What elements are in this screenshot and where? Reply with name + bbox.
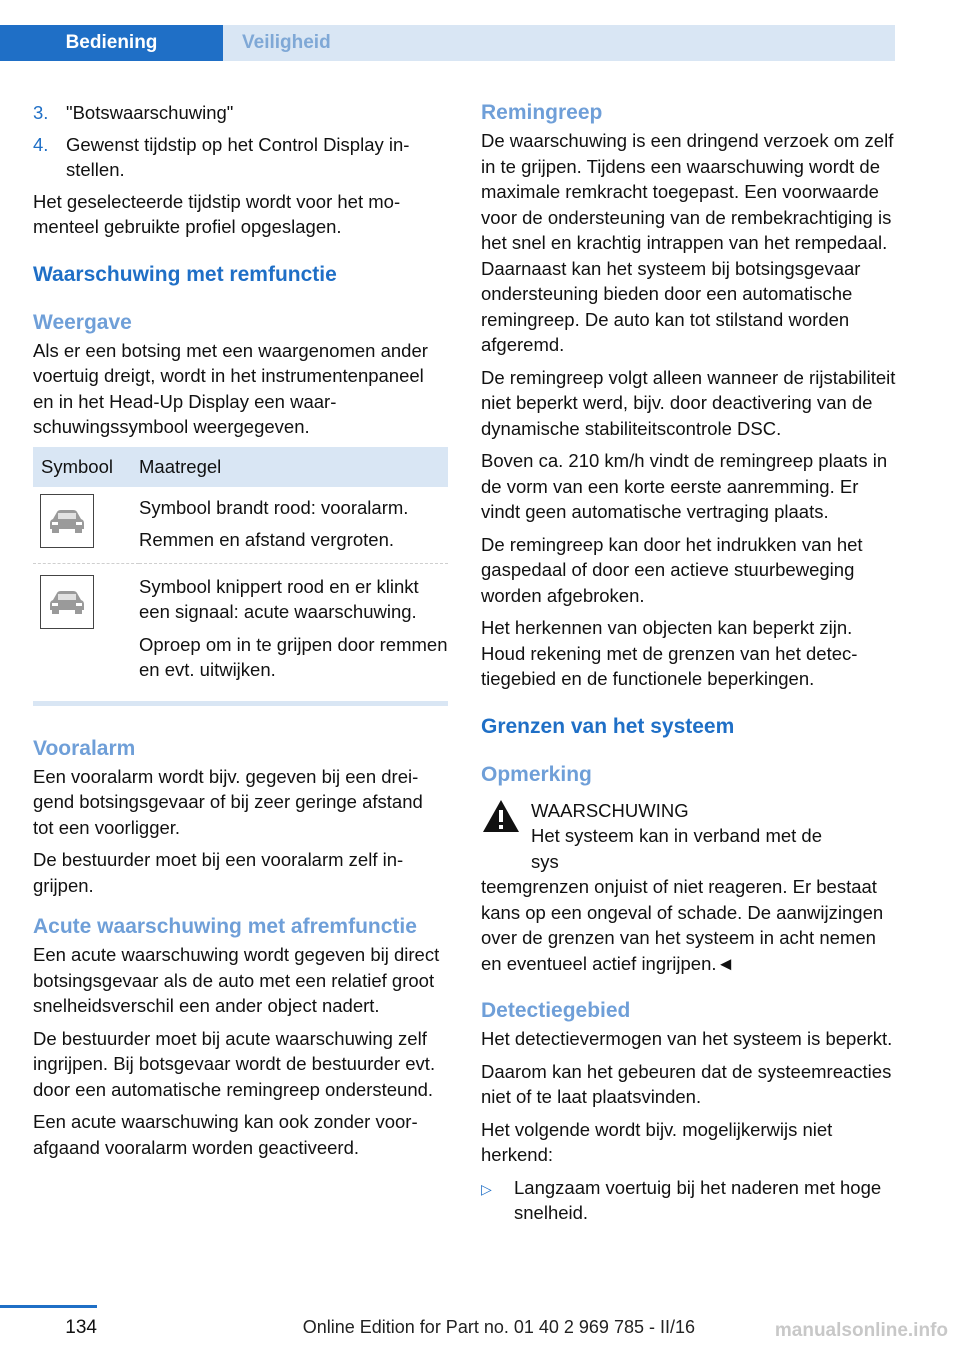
paragraph: De bestuurder moet bij acute waarschuwing zelf ingrijpen. Bij botsgevaar wordt de bestuurder evt. door een automatische remingreep ondersteund. <box>33 1027 436 1100</box>
triangle-bullet-icon: ▷ <box>481 1180 492 1197</box>
car-warning-icon <box>40 494 94 548</box>
table-cell-text: Symbool knippert rood en er klinkt een signaal: acute waarschuwing. <box>139 575 419 622</box>
table-cell-text: Remmen en afstand vergroten. <box>139 529 395 550</box>
paragraph: Het volgende wordt bijv. mogelijkerwijs niet herkend: <box>481 1118 833 1165</box>
paragraph: Het herkennen van objecten kan beperkt zijn. Houd rekening met de grenzen van het detectiegebied en de functionele beperkingen. <box>481 617 858 689</box>
subsection-heading: Vooralarm <box>33 736 136 760</box>
paragraph: De remingreep kan door het indrukken van het gaspedaal of door een actieve stuurbeweging worden afgebroken. <box>481 533 863 606</box>
table-header-symbool: Symbool <box>33 447 139 487</box>
table-end-bar <box>33 701 448 706</box>
page-number: 134 <box>65 1317 97 1338</box>
tab-bediening[interactable] <box>0 25 223 61</box>
warning-text-continued: teemgrenzen onjuist of niet reageren. Er bestaat kans op een ongeval of schade. De aanwijzingen over de grenzen van het systeem in acht nemen en eventueel actief ingrijpen.◄ <box>481 876 884 974</box>
subsection-heading: Opmerking <box>481 762 592 786</box>
paragraph: Een acute waarschuwing wordt gegeven bij direct botsingsgevaar als de auto met een relatief groot snelheidsverschil een ander object nadert. <box>33 944 440 1016</box>
bullet-item <box>481 1175 896 1226</box>
paragraph: De waarschuwing is een dringend verzoek om zelf in te grijpen. Tijdens een waarschuwing wordt de maximale remkracht toegepast. Een voorwaarde voor de ondersteuning van de rembekrachtiging is het snel en krachtig intrappen van het rempedaal. Daarnaast kan het systeem bij botsingsgevaar ondersteuning bieden door een automatische remingreep. De auto kan tot stilstand worden afgeremd. <box>481 130 894 355</box>
footer-rule <box>0 1305 97 1308</box>
paragraph: Een vooralarm wordt bijv. gegeven bij een dreigend botsingsgevaar of bij zeer geringe afstand tot een voorligger. <box>33 765 423 838</box>
paragraph: De remingreep volgt alleen wanneer de rijstabiliteit niet beperkt werd, bijv. door deactivering van de dynamische stabiliteitscontrole DSC. <box>481 366 896 439</box>
list-text: Gewenst tijdstip op het Control Display instellen. <box>66 133 410 180</box>
paragraph: Daarom kan het gebeuren dat de systeemreacties niet of te laat plaatsvinden. <box>481 1060 892 1107</box>
paragraph: Boven ca. 210 km/h vindt de remingreep plaats in de vorm van een korte eerste aanremming. Er vindt geen automatische vertraging plaats. <box>481 450 888 522</box>
warning-box <box>481 798 896 875</box>
list-item <box>33 100 448 126</box>
symbol-table <box>33 447 448 693</box>
table-cell-text: Oproep om in te grijpen door remmen en evt. uitwijken. <box>139 633 448 680</box>
section-heading: Grenzen van het systeem <box>481 714 735 738</box>
paragraph: Het detectievermogen van het systeem is beperkt. <box>481 1028 893 1049</box>
table-row <box>33 487 448 564</box>
table-row <box>33 563 448 693</box>
subsection-heading: Detectiegebied <box>481 999 631 1022</box>
paragraph: De bestuurder moet bij een vooralarm zelf ingrijpen. <box>33 849 404 896</box>
section-heading: Waarschuwing met remfunctie <box>33 262 337 286</box>
edition-note: Online Edition for Part no. 01 40 2 969 785 - II/16 <box>302 1317 695 1337</box>
paragraph: Het geselecteerde tijdstip wordt voor het momenteel gebruikte profiel opgeslagen. <box>33 190 401 237</box>
warning-title: WAARSCHUWING <box>531 799 689 821</box>
warning-triangle-icon <box>481 798 531 875</box>
bullet-text: Langzaam voertuig bij het naderen met hoge snelheid. <box>514 1176 882 1223</box>
list-item <box>33 132 448 183</box>
table-cell-text: Symbool brandt rood: vooralarm. <box>139 496 409 518</box>
car-warning-icon <box>40 575 94 629</box>
watermark: manualsonline.info <box>774 1320 948 1341</box>
subsection-heading: Remingreep <box>481 101 603 124</box>
chapter-tabs <box>0 25 895 61</box>
tab-veiligheid-label: Veiligheid <box>242 32 331 53</box>
tab-veiligheid[interactable] <box>223 25 895 61</box>
list-text: "Botswaarschuwing" <box>66 102 234 123</box>
subsection-heading: Acute waarschuwing met afremfunctie <box>33 915 417 938</box>
list-number: 3. <box>33 102 49 123</box>
paragraph: Als er een botsing met een waargenomen ander voertuig dreigt, wordt in het instrumentenpaneel en in het Head-Up Display een waarschuwingssymbool weergegeven. <box>33 339 428 437</box>
table-header-maatregel: Maatregel <box>139 447 448 487</box>
warning-text: Het systeem kan in verband met de sys <box>531 825 823 872</box>
subsection-heading: Weergave <box>33 310 132 334</box>
left-column <box>33 100 448 1167</box>
tab-bediening-label: Bediening <box>65 32 158 53</box>
paragraph: Een acute waarschuwing kan ook zonder voorafgaand vooralarm worden geactiveerd. <box>33 1111 418 1158</box>
right-column <box>481 100 896 1226</box>
list-number: 4. <box>33 133 49 155</box>
